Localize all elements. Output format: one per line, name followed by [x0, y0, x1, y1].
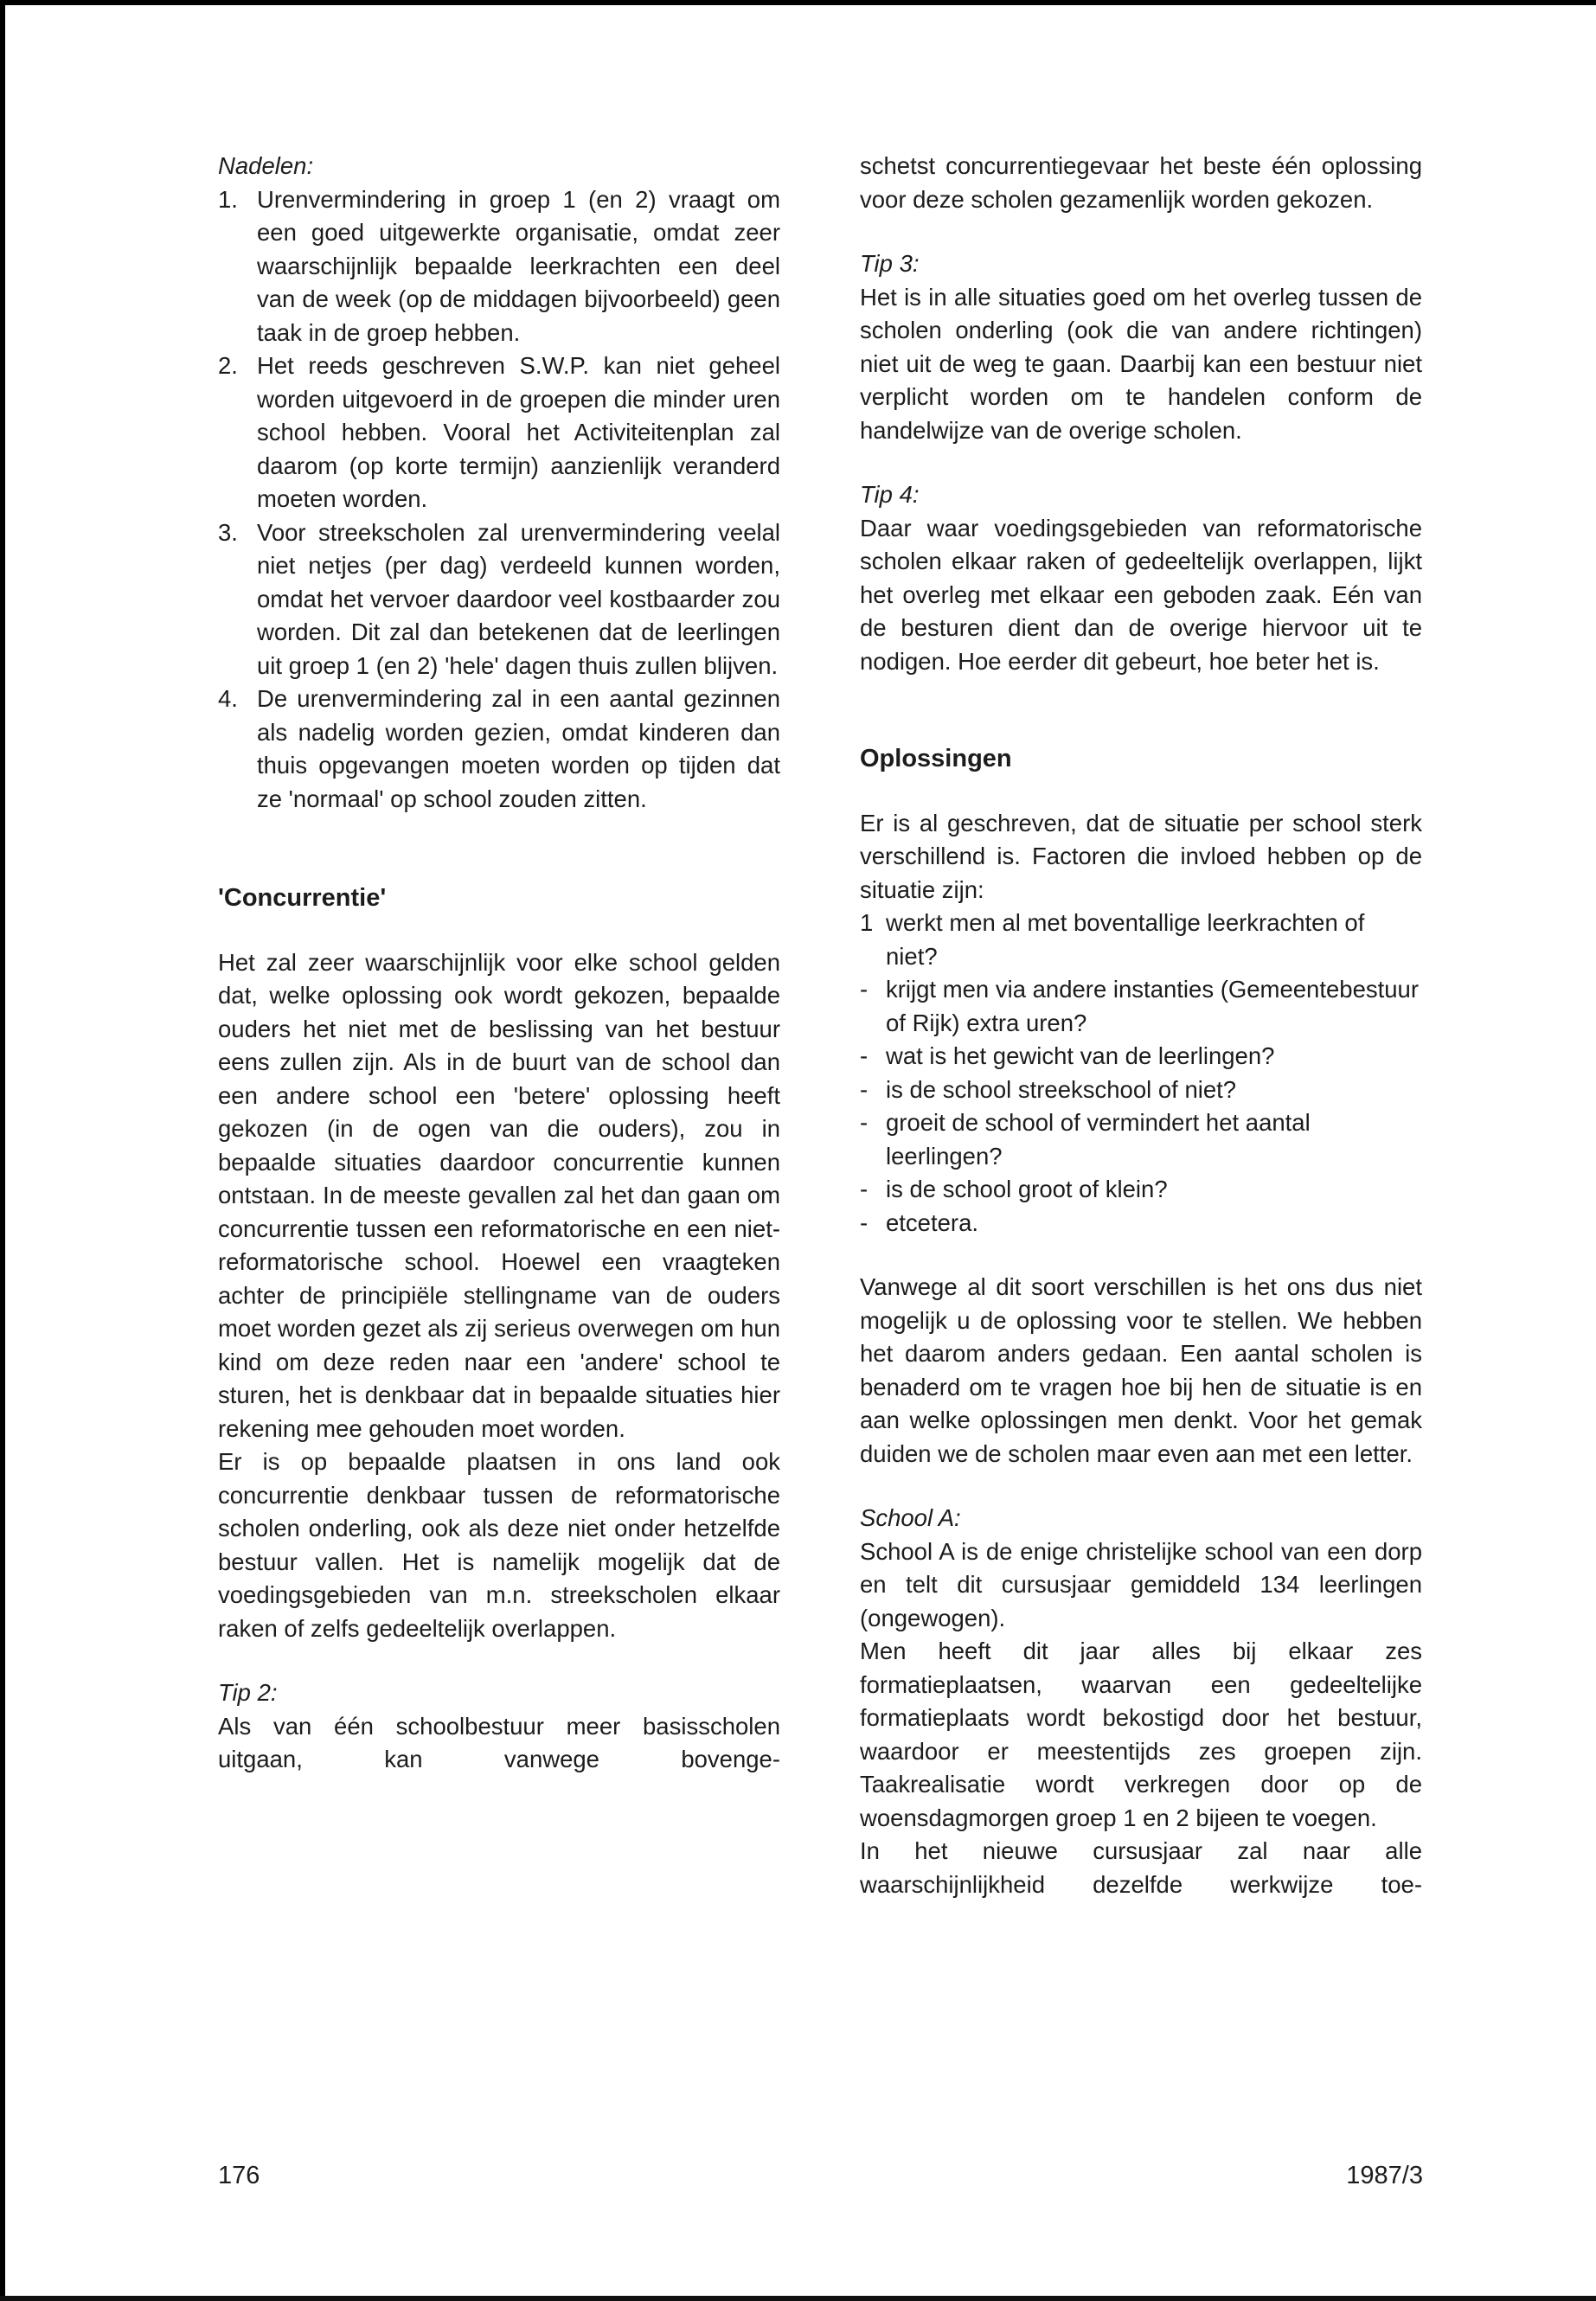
list-marker: -	[860, 1176, 869, 1202]
nadelen-title: Nadelen:	[218, 152, 314, 179]
factor-item	[860, 1040, 1422, 1074]
nadelen-item	[218, 349, 780, 516]
list-marker: -	[860, 976, 869, 1003]
nadelen-item	[218, 683, 780, 816]
schoolA-paragraph-1: School A is de enige christelijke school van een dorp en telt dit cursusjaar gemiddeld 134 leerlingen (ongewogen).	[860, 1537, 1422, 1631]
scan-border-top	[0, 0, 1596, 5]
list-text: werkt men al met boventallige leerkrachten of niet?	[886, 909, 1365, 970]
factor-item	[860, 1074, 1422, 1107]
factor-item	[860, 973, 1422, 1040]
issue-number: 1987/3	[1346, 2162, 1423, 2189]
tip3-title: Tip 3:	[860, 250, 920, 277]
concurrentie-heading: 'Concurrentie'	[218, 884, 387, 912]
list-text: Het reeds geschreven S.W.P. kan niet geheel worden uitgevoerd in de groepen die minder uren school hebben. Vooral het Activiteitenplan zal daarom (op korte termijn) aanzienlijk veranderd moeten worden.	[257, 352, 780, 512]
schoolA-paragraph-2: Men heeft dit jaar alles bij elkaar zes formatieplaatsen, waarvan een gedeeltelijke formatieplaats wordt bekostigd door het bestuur, waardoor er meestentijds zes groepen zijn. Taakrealisatie wordt verkregen door op de woensdagmorgen groep 1 en 2 bijeen te voegen.	[860, 1638, 1422, 1831]
schoolA-title: School A:	[860, 1504, 961, 1531]
list-number: 2.	[218, 352, 238, 379]
list-text: is de school groot of klein?	[886, 1176, 1168, 1202]
list-marker: -	[860, 1075, 869, 1103]
list-text: etcetera.	[886, 1208, 979, 1236]
list-text: Urenvermindering in groep 1 (en 2) vraagt om een goed uitgewerkte organisatie, omdat zeer waarschijnlijk bepaalde leerkrachten een deel van de week (op de middagen bijvoorbeeld) geen taak in de groep hebben.	[257, 185, 780, 346]
factors-list	[860, 907, 1422, 1240]
list-marker: -	[860, 1208, 869, 1236]
factor-item	[860, 907, 1422, 973]
list-marker: -	[860, 1109, 869, 1136]
list-marker: 1	[860, 909, 874, 936]
oplossingen-heading: Oplossingen	[860, 745, 1012, 772]
list-text: Voor streekscholen zal urenvermindering veelal niet netjes (per dag) verdeeld kunnen worden, omdat het vervoer daardoor veel kostbaarder zou worden. Dit zal dan betekenen dat de leerlingen uit groep 1 (en 2) 'hele' dagen thuis zullen blijven.	[257, 518, 780, 679]
list-number: 3.	[218, 518, 238, 546]
tip2-title: Tip 2:	[218, 1679, 278, 1706]
list-text: is de school streekschool of niet?	[886, 1075, 1237, 1103]
tip4-text: Daar waar voedingsgebieden van reformatorische scholen elkaar raken of gedeeltelijk overlappen, lijkt het overleg met elkaar een geboden zaak. Eén van de besturen dient dan de overige hiervoor uit te nodigen. Hoe eerder dit gebeurt, hoe beter het is.	[860, 514, 1422, 675]
page-number: 176	[218, 2162, 260, 2189]
scan-border-left	[0, 0, 5, 2301]
tip4-title: Tip 4:	[860, 481, 920, 508]
list-marker: -	[860, 1042, 869, 1069]
vanwege-paragraph: Vanwege al dit soort verschillen is het ons dus niet mogelijk u de oplossing voor te stellen. We hebben het daarom anders gedaan. Een aantal scholen is benaderd om te vragen hoe bij hen de situatie is en aan welke oplossingen men denkt. Voor het gemak duiden we de scholen maar even aan met een letter.	[860, 1273, 1422, 1467]
nadelen-item	[218, 516, 780, 683]
factor-item	[860, 1106, 1422, 1173]
tip3-text: Het is in alle situaties goed om het overleg tussen de scholen onderling (ook die van andere richtingen) niet uit de weg te gaan. Daarbij kan een bestuur niet verplicht worden om te handelen conform de handelwijze van de overige scholen.	[860, 283, 1422, 444]
nadelen-list	[218, 183, 780, 817]
nadelen-item	[218, 183, 780, 350]
concurrentie-paragraph-1: Het zal zeer waarschijnlijk voor elke school gelden dat, welke oplossing ook wordt gekozen, bepaalde ouders het niet met de beslissing van het bestuur eens zullen zijn. Als in de buurt van de school dan een andere school een 'betere' oplossing heeft gekozen (in de ogen van die ouders), zou in bepaalde situaties daardoor concurrentie kunnen ontstaan. In de meeste gevallen zal het dan gaan om concurrentie tussen een reformatorische en een niet-reformatorische school. Hoewel een vraagteken achter de principiële stellingname van de ouders moet worden gezet als zij serieus overwegen om hun kind om deze reden naar een 'andere' school te sturen, het is denkbaar dat in bepaalde situaties hier rekening mee gehouden moet worden.	[218, 948, 780, 1442]
factor-item	[860, 1173, 1422, 1207]
list-text: De urenvermindering zal in een aantal gezinnen als nadelig worden gezien, omdat kinderen dan thuis opgevangen moeten worden op tijden dat ze 'normaal' op school zouden zitten.	[257, 685, 780, 812]
concurrentie-paragraph-2: Er is op bepaalde plaatsen in ons land ook concurrentie denkbaar tussen de reformatorische scholen onderling, ook als deze niet onder hetzelfde bestuur vallen. Het is namelijk mogelijk dat de voedingsgebieden van m.n. streekscholen elkaar raken of zelfs gedeeltelijk overlappen.	[218, 1448, 780, 1642]
list-number: 1.	[218, 185, 238, 213]
list-text: groeit de school of vermindert het aantal leerlingen?	[886, 1109, 1311, 1170]
left-column	[218, 150, 780, 1777]
list-text: wat is het gewicht van de leerlingen?	[886, 1042, 1275, 1069]
oplossingen-intro: Er is al geschreven, dat de situatie per school sterk verschillend is. Factoren die invloed hebben op de situatie zijn:	[860, 809, 1422, 903]
tip2-continuation: schetst concurrentiegevaar het beste één oplossing voor deze scholen gezamenlijk worden gekozen.	[860, 152, 1422, 213]
factor-item	[860, 1207, 1422, 1240]
tip2-text: Als van één schoolbestuur meer basisscholen uitgaan, kan vanwege bovenge-	[218, 1712, 780, 1772]
scan-border-bottom	[0, 2296, 1596, 2301]
list-number: 4.	[218, 685, 238, 712]
list-text: krijgt men via andere instanties (Gemeentebestuur of Rijk) extra uren?	[886, 976, 1420, 1036]
schoolA-paragraph-3: In het nieuwe cursusjaar zal naar alle waarschijnlijkheid dezelfde werkwijze toe-	[860, 1837, 1422, 1898]
right-column	[860, 150, 1422, 1901]
